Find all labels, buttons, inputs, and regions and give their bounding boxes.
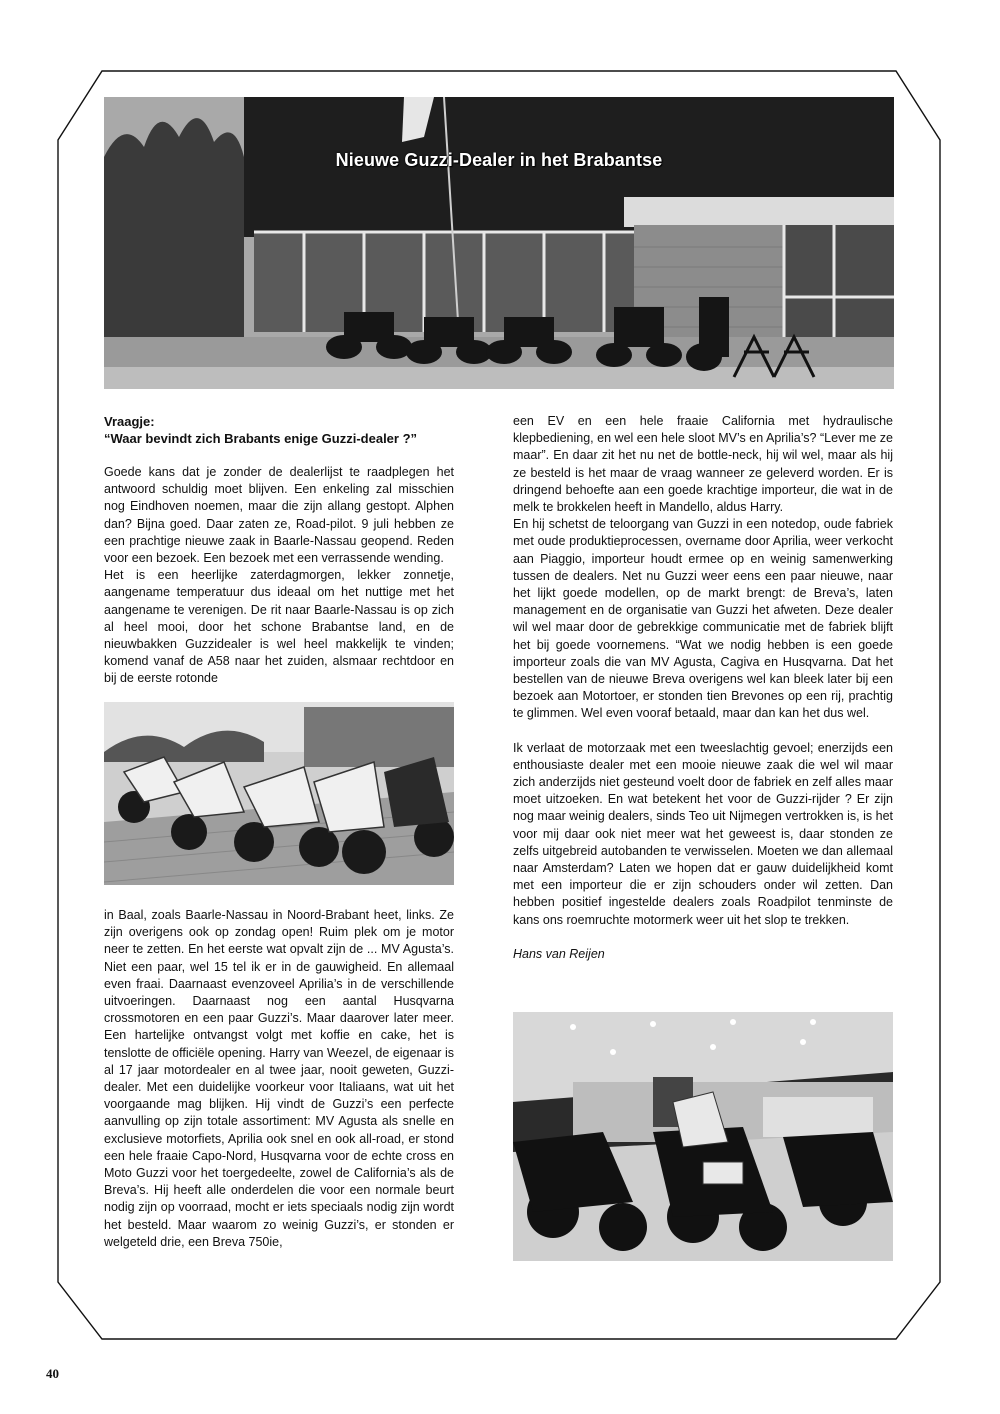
paragraph-conclusion: Ik verlaat de motorzaak met een tweeslachtig gevoel; enerzijds een enthousiaste dealer met een mooie nieuwe zaak die wel wil maar zich anderzijds niet gesteund voelt door de fabriek en zelf alles maar moet uitzoeken. En wat betekent het voor de Guzzi-rijder ? Er zijn nog maar weinig dealers, sinds Teo uit Nijmegen vertrokken is, is het voor mij daar ook niet meer wat het geweest is, daar stonden ze zelfs uitgebreid autobanden te verwisselen. Moeten we dan allemaal naar Amsterdam? Laten we hopen dat er gauw duidelijkheid komt met een importeur die er zijn schouders onder wil zetten. Dan hebben positief ingestelde dealers zoals Roadpilot tenminste de kans ons roemruchte motormerk weer uit het slop te trekken. [513,740,893,927]
motorcycles-photo [104,702,454,885]
article-title: Nieuwe Guzzi-Dealer in het Brabantse [335,150,663,170]
page-number: 40 [46,1366,59,1381]
paragraph-ride: Het is een heerlijke zaterdagmorgen, lekker zonnetje, aangename temperatuur dus ideaal om het nuttige met het aangename te verenigen. De rit naar Baarle-Nassau is op zich al heel mooi, door het schone Brabantse land, en de nieuwbakken Guzzidealer is wel heel makkelijk te vinden; komend vanaf de A58 naar het zuiden, alsmaar rechtdoor en bij de eerste rotonde [104,568,454,686]
motorcycles-row-image [104,702,454,885]
showroom-photo [513,1012,893,1261]
paragraph-intro: Goede kans dat je zonder de dealerlijst te raadplegen het antwoord schuldig moet blijven. Een enkeling zal misschien nog Eindhoven noemen, maar die zijn allang gestopt. Alphen dan? Bijna goed. Daar zaten ze, Road-pilot. 9 juli hebben ze een prachtige nieuwe zaak in Baarle-Nassau geopend. Reden voor een bezoek. Een bezoek met een verrassende wending. [104,465,454,566]
author: Hans van Reijen [513,946,605,961]
left-column-top [104,413,454,688]
left-column-bottom [104,907,454,1251]
question-label: Vraagje: [104,414,155,429]
hero-photo [104,97,894,389]
paragraph-importer: een EV en een hele fraaie California met hydraulische klepbediening, en wel een hele sloot MV’s en Aprilia’s? “Lever me ze maar”. En daar zit het nu net de bottle-neck, hij wil wel, maar als hij ze besteld is het maar de vraag wanneer ze geleverd worden. Er is dringend behoefte aan een goede krachtige importeur, die wat in de melk te brokkelen heeft in Mandello, aldus Harry. [513,414,893,515]
dealership-building-image [104,97,894,389]
paragraph-dealer: in Baal, zoals Baarle-Nassau in Noord-Brabant heet, links. Ze zijn overigens ook op zondag open! Ruim plek om je motor neer te zetten. En het eerste wat opvalt zijn de ... MV Agusta’s. Niet een paar, wel 15 tel ik er in de gauwigheid. En allemaal even fraai. Daarnaast evenzoveel Aprilia’s in de verschillende uitvoeringen. Daarnaast nog een aantal Husqvarna crossmotoren en een paar Guzzi’s. Maar daarover later meer. Een hartelijke ontvangst volgt met koffie en cake, het is tenslotte de officiële opening. Harry van Weezel, de eigenaar is al 17 jaar motordealer en al twee jaar, nooit geweten, Guzzi-dealer. Met een duidelijke voorkeur voor Italiaans, wat uit het voorgaande mag blijken. Hij vindt de Guzzi’s een perfecte aanvulling op zijn totale assortiment: MV Agusta als snelle en exclusieve motorfiets, Aprilia ook snel en ook all-road, er stond een hele fraaie Capo-Nord, Husqvarna voor de echte cross en Moto Guzzi voor het toergedeelte, zowel de California’s als de Breva’s. Hij heeft alle onderdelen die voor een normale beurt nodig zijn op voorraad, mocht er iets speciaals nodig zijn wordt het besteld. Maar waarom zo weinig Guzzi’s, er stonden er welgeteld drie, een Breva 750ie, [104,908,454,1249]
question-text: “Waar bevindt zich Brabants enige Guzzi-dealer ?” [104,431,418,446]
paragraph-decline: En hij schetst de teloorgang van Guzzi in een notedop, oude fabriek met oude produktieprocessen, overname door Aprilia, weer verkocht aan Piaggio, importeur houdt ermee op en weinig samenwerking tussen de dealers. Net nu Guzzi weer eens een paar nieuwe, naar het lijkt goede modellen, op de markt brengt: de Breva’s, laten management en de organisatie van Guzzi het afweten. Deze dealer wil wel maar door de gebrekkige communicatie met de fabriek blijft het bij goede voornemens. “Wat we nodig hebben is een goede importeur zoals die van MV Agusta, Cagiva en Husqvarna. Dat het bestellen van de nieuwe Breva overigens wel kan bleek later bij een bezoek aan Motortoer, er stonden tien Brevones op een rij, prachtig te glimmen. Wel even vooraf betaald, maar dan kan het dus wel. [513,517,893,721]
showroom-interior-image [513,1012,893,1261]
right-column [513,413,893,963]
